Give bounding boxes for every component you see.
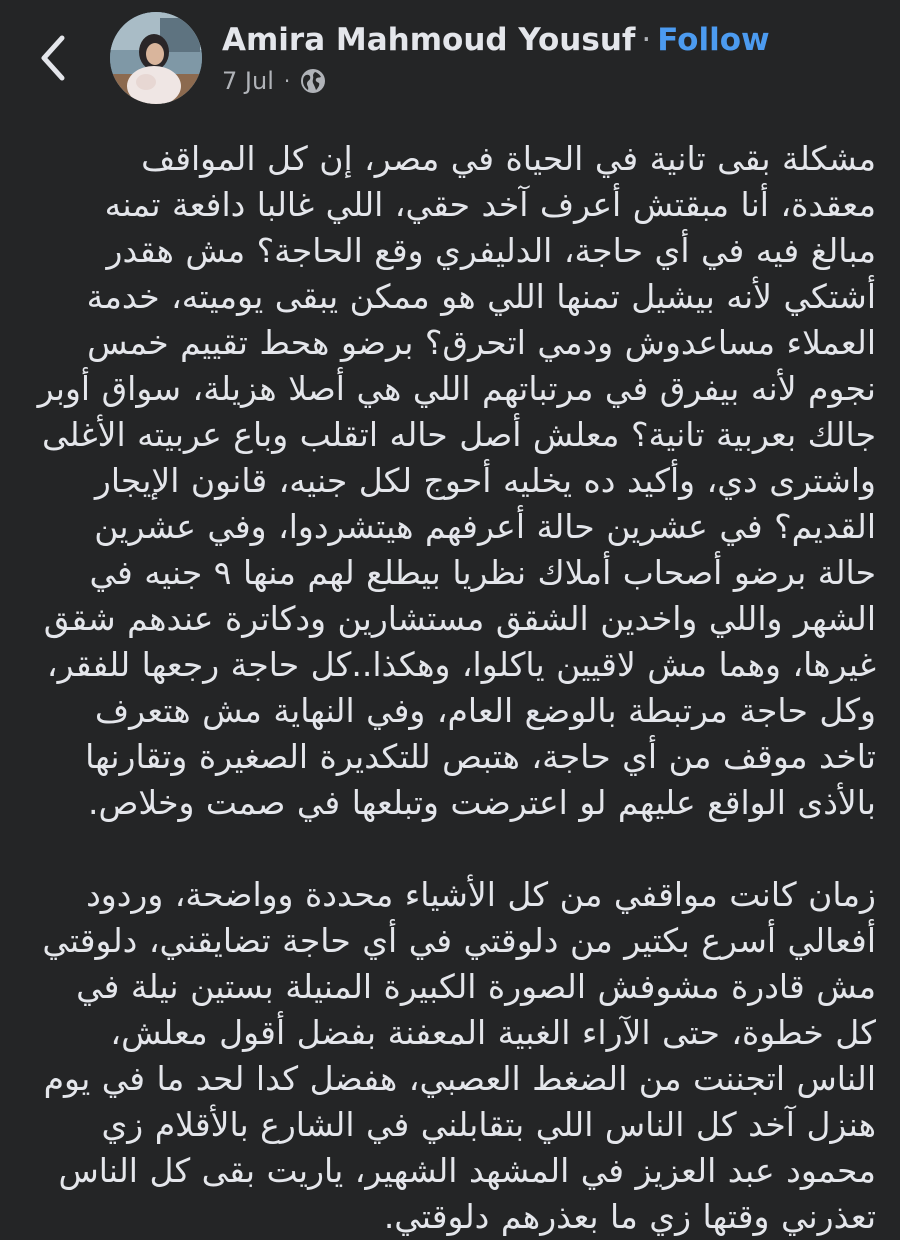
author-name[interactable]: Amira Mahmoud Yousuf — [222, 22, 636, 58]
chevron-left-icon — [30, 28, 80, 88]
follow-button[interactable]: Follow — [657, 22, 770, 58]
avatar[interactable] — [110, 12, 202, 104]
post-header — [0, 0, 900, 120]
post-paragraph-2: زمان كانت مواقفي من كل الأشياء محددة وواضحة، وردود أفعالي أسرع بكتير من دلوقتي في أي حاجة تضايقني، دلوقتي مش قادرة مشوفش الصورة الكبيرة المنيلة بستين نيلة في كل خطوة، حتى الآراء الغبية المعفنة بفضل أقول معلش، الناس اتجننت من الضغط العصبي، هفضل كدا لحد ما في يوم هنزل آخد كل الناس اللي بتقابلني في الشارع بالأقلام زي محمود عبد العزيز في المشهد الشهير، ياريت بقى كل الناس تعذرني وقتها زي ما بعذرهم دلوقتي. — [42, 875, 876, 1236]
meta-separator-dot: · — [283, 69, 291, 93]
back-button[interactable] — [30, 28, 80, 88]
post-paragraph-1: مشكلة بقى تانية في الحياة في مصر، إن كل المواقف معقدة، أنا مبقتش أعرف آخد حقي، اللي غالبا دافعة تمنه مبالغ فيه في أي حاجة، الدليفري وقع الحاجة؟ مش هقدر أشتكي لأنه بيشيل تمنها اللي هو ممكن يبقى يوميته، خدمة العملاء مساعدوش ودمي اتحرق؟ برضو هحط تقييم خمس نجوم لأنه بيفرق في مرتباتهم اللي هي أصلا هزيلة، سواق أوبر جالك بعربية تانية؟ معلش أصل حاله اتقلب وباع عربيته الأغلى واشترى دي، وأكيد ده يخليه أحوج لكل جنيه، قانون الإيجار القديم؟ في عشرين حالة أعرفهم هيتشردوا، وفي عشرين حالة برضو أصحاب أملاك نظريا بيطلع لهم منها ٩ جنيه في الشهر واللي واخدين الشقق مستشارين ودكاترة عندهم شقق غيرها، وهما مش لاقيين ياكلوا، وهكذا..كل حاجة رجعها للفقر، وكل حاجة مرتبطة بالوضع العام، وفي النهاية مش هتعرف تاخد موقف من أي حاجة، هتبص للتكديرة الصغيرة وتقارنها بالأذى الواقع عليهم لو اعترضت وتبلعها في صمت وخلاص. — [37, 139, 876, 822]
post-date[interactable]: 7 Jul — [222, 67, 274, 95]
profile-photo — [110, 12, 202, 104]
globe-icon[interactable] — [300, 68, 326, 94]
separator-dot: · — [641, 22, 652, 58]
post-meta — [222, 64, 326, 98]
post-text — [36, 136, 876, 1240]
author-line — [222, 18, 770, 62]
